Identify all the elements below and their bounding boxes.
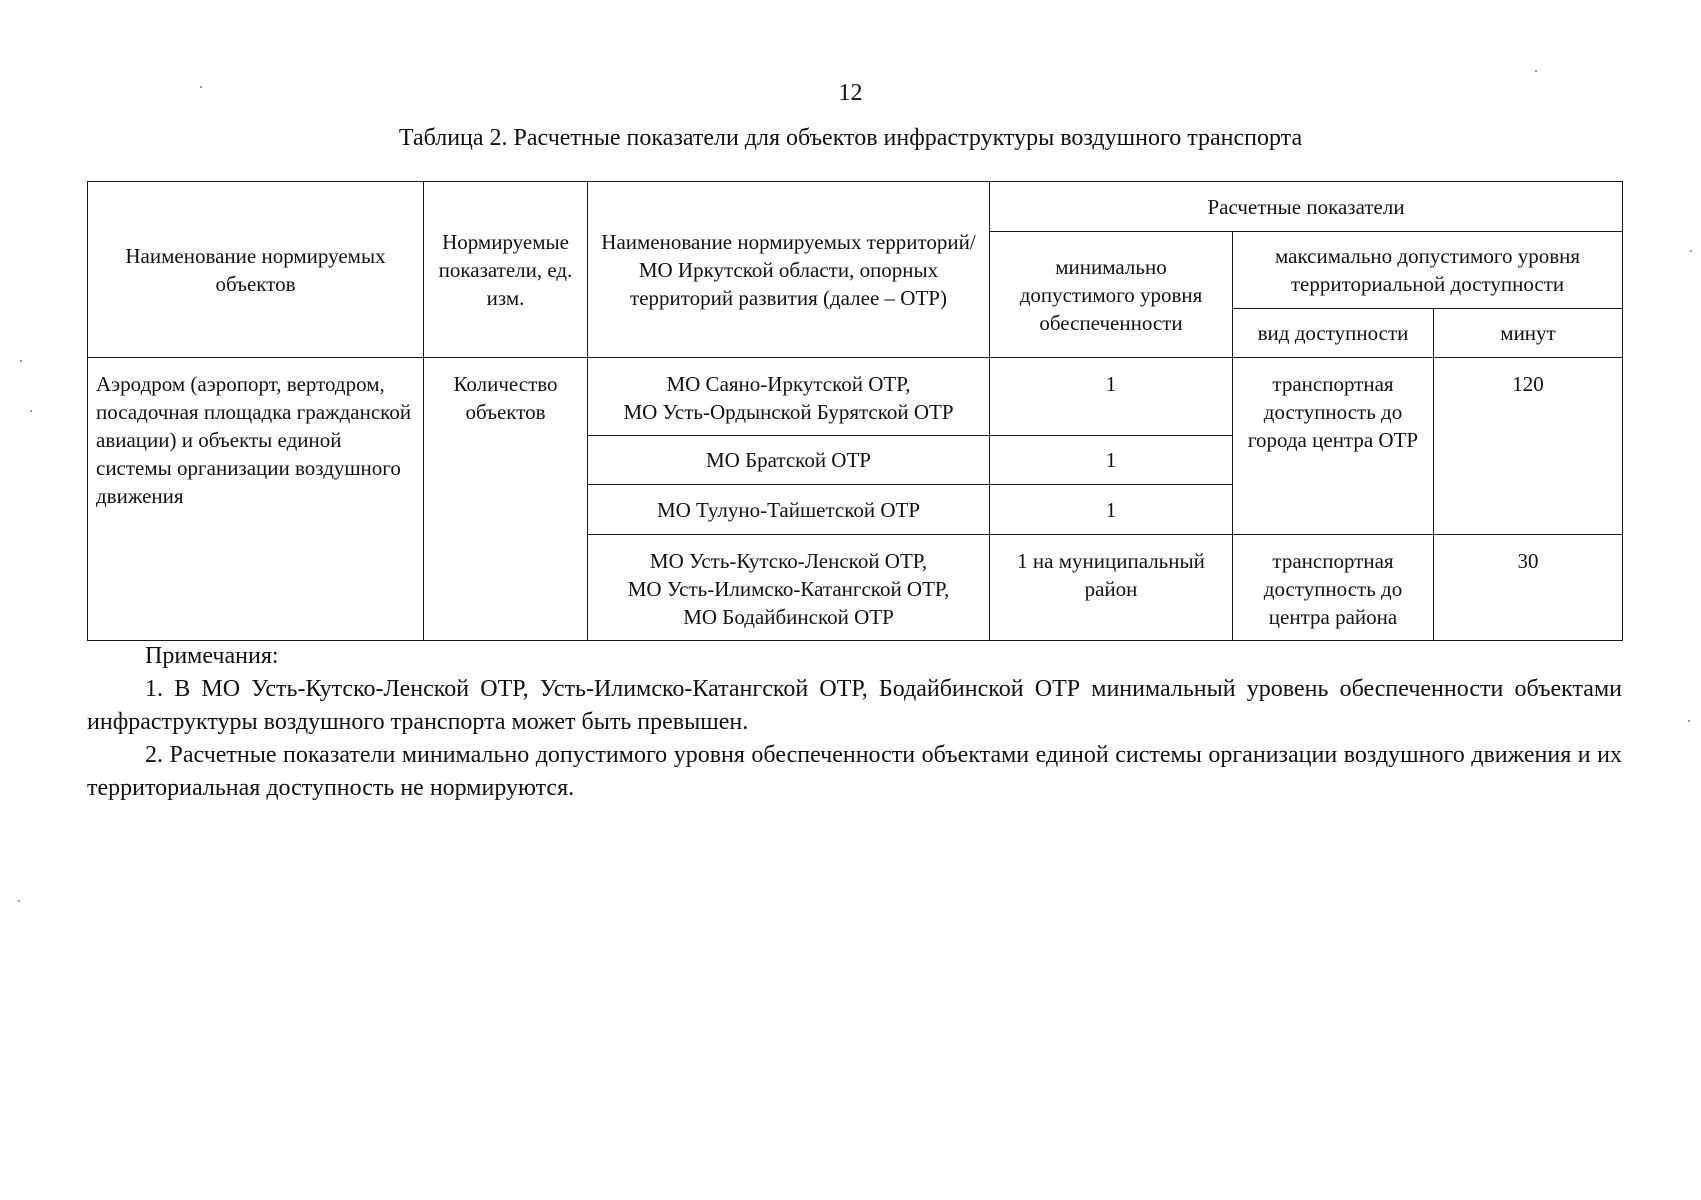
header-max-level: максимально допустимого уровня территориальной доступности [1233,232,1623,309]
notes-title: Примечания: [145,643,279,669]
table-row [88,358,1623,436]
scan-speck [200,86,202,88]
object-name-cell: Аэродром (аэропорт, вертодром, посадочная площадка гражданской авиации) и объекты единой системы организации воздушного движения [88,358,424,641]
min-level-cell: 1 [990,485,1233,535]
territory-line: МО Усть-Илимско-Катангской ОТР, [627,577,950,601]
minutes-cell: 30 [1434,535,1623,641]
scan-speck [30,410,32,412]
territory-cell: МО Тулуно-Тайшетской ОТР [588,485,990,535]
territory-line: МО Усть-Кутско-Ленской ОТР, [649,549,928,573]
indicator-cell: Количество объектов [424,358,588,641]
header-territories: Наименование нормируемых территорий/ МО Иркутской области, опорных территорий развития (далее – ОТР) [588,182,990,358]
header-calc-indicators: Расчетные показатели [990,182,1623,232]
scan-speck [1535,70,1537,72]
header-indicators: Нормируемые показатели, ед. изм. [424,182,588,358]
page-number: 12 [838,80,863,106]
indicators-table [87,181,1623,641]
scan-speck [1688,720,1690,722]
min-level-cell: 1 [990,436,1233,485]
territory-cell: МО Братской ОТР [588,436,990,485]
table-caption: Таблица 2. Расчетные показатели для объектов инфраструктуры воздушного транспорта [398,125,1303,151]
territory-line: МО Саяно-Иркутской ОТР, [666,372,911,396]
header-access-type: вид доступности [1233,309,1434,358]
scan-speck [1690,250,1692,252]
territory-line: МО Бодайбинской ОТР [683,605,894,629]
territory-cell [588,358,990,436]
scan-speck [18,900,20,902]
note-item: 1. В МО Усть-Кутско-Ленской ОТР, Усть-Илимско-Катангской ОТР, Бодайбинской ОТР минимальный уровень обеспеченности объектами инфраструктуры воздушного транспорта может быть превышен. [87,676,1622,735]
access-type-cell: транспортная доступность до центра района [1233,535,1434,641]
note-item: 2. Расчетные показатели минимально допустимого уровня обеспеченности объектами единой системы организации воздушного движения и их территориальная доступность не нормируются. [87,742,1622,801]
header-objects: Наименование нормируемых объектов [88,182,424,358]
header-min-level: минимально допустимого уровня обеспеченности [990,232,1233,358]
territory-cell [588,535,990,641]
access-type-cell: транспортная доступность до города центра ОТР [1233,358,1434,535]
territory-line: МО Усть-Ордынской Бурятской ОТР [623,400,954,424]
min-level-cell: 1 [990,358,1233,436]
scan-speck [20,360,22,362]
notes-section [87,640,1622,805]
header-minutes: минут [1434,309,1623,358]
minutes-cell: 120 [1434,358,1623,535]
min-level-cell: 1 на муниципальный район [990,535,1233,641]
